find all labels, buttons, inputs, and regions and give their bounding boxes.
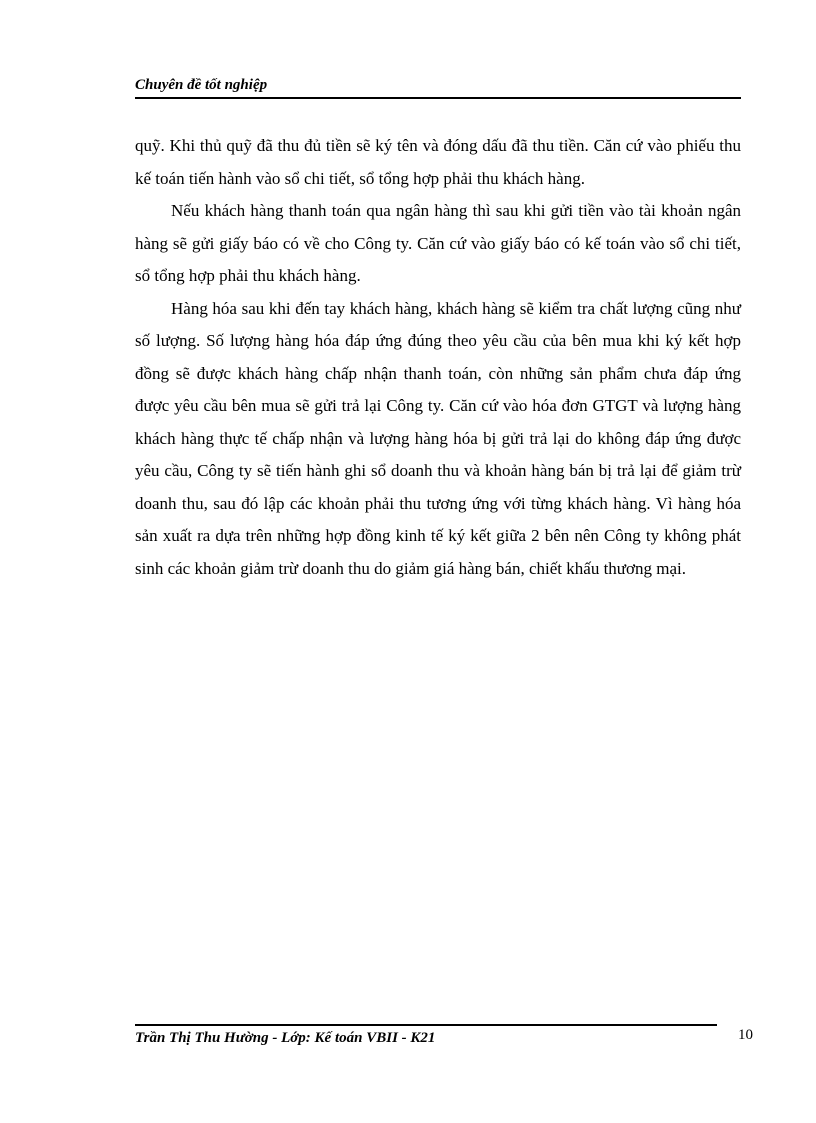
document-body <box>135 130 741 585</box>
footer-divider <box>135 1024 717 1026</box>
paragraph-continuation: quỹ. Khi thủ quỹ đã thu đủ tiền sẽ ký tên và đóng dấu đã thu tiền. Căn cứ vào phiếu thu kế toán tiến hành vào sổ chi tiết, sổ tổng hợp phải thu khách hàng. <box>135 136 741 188</box>
paragraph-goods-return: Hàng hóa sau khi đến tay khách hàng, khách hàng sẽ kiểm tra chất lượng cũng như số lượng. Số lượng hàng hóa đáp ứng đúng theo yêu cầu của bên mua khi ký kết hợp đồng sẽ được khách hàng chấp nhận thanh toán, còn những sản phẩm chưa đáp ứng được yêu cầu bên mua sẽ gửi trả lại Công ty. Căn cứ vào hóa đơn GTGT và lượng hàng khách hàng thực tế chấp nhận và lượng hàng hóa bị gửi trả lại do không đáp ứng được yêu cầu, Công ty sẽ tiến hành ghi sổ doanh thu và khoản hàng bán bị trả lại để giảm trừ doanh thu, sau đó lập các khoản phải thu tương ứng với từng khách hàng. Vì hàng hóa sản xuất ra dựa trên những hợp đồng kinh tế ký kết giữa 2 bên nên Công ty không phát sinh các khoản giảm trừ doanh thu do giảm giá hàng bán, chiết khấu thương mại. <box>135 298 741 578</box>
paragraph-bank-payment: Nếu khách hàng thanh toán qua ngân hàng thì sau khi gửi tiền vào tài khoản ngân hàng sẽ gửi giấy báo có về cho Công ty. Căn cứ vào giấy báo có kế toán vào sổ chi tiết, sổ tổng hợp phải thu khách hàng. <box>135 201 741 285</box>
footer-author: Trần Thị Thu Hường - Lớp: Kế toán VBII - K21 <box>135 1030 436 1046</box>
page-header <box>135 76 741 99</box>
header-title: Chuyên đề tốt nghiệp <box>135 77 268 93</box>
page-number: 10 <box>738 1027 753 1043</box>
